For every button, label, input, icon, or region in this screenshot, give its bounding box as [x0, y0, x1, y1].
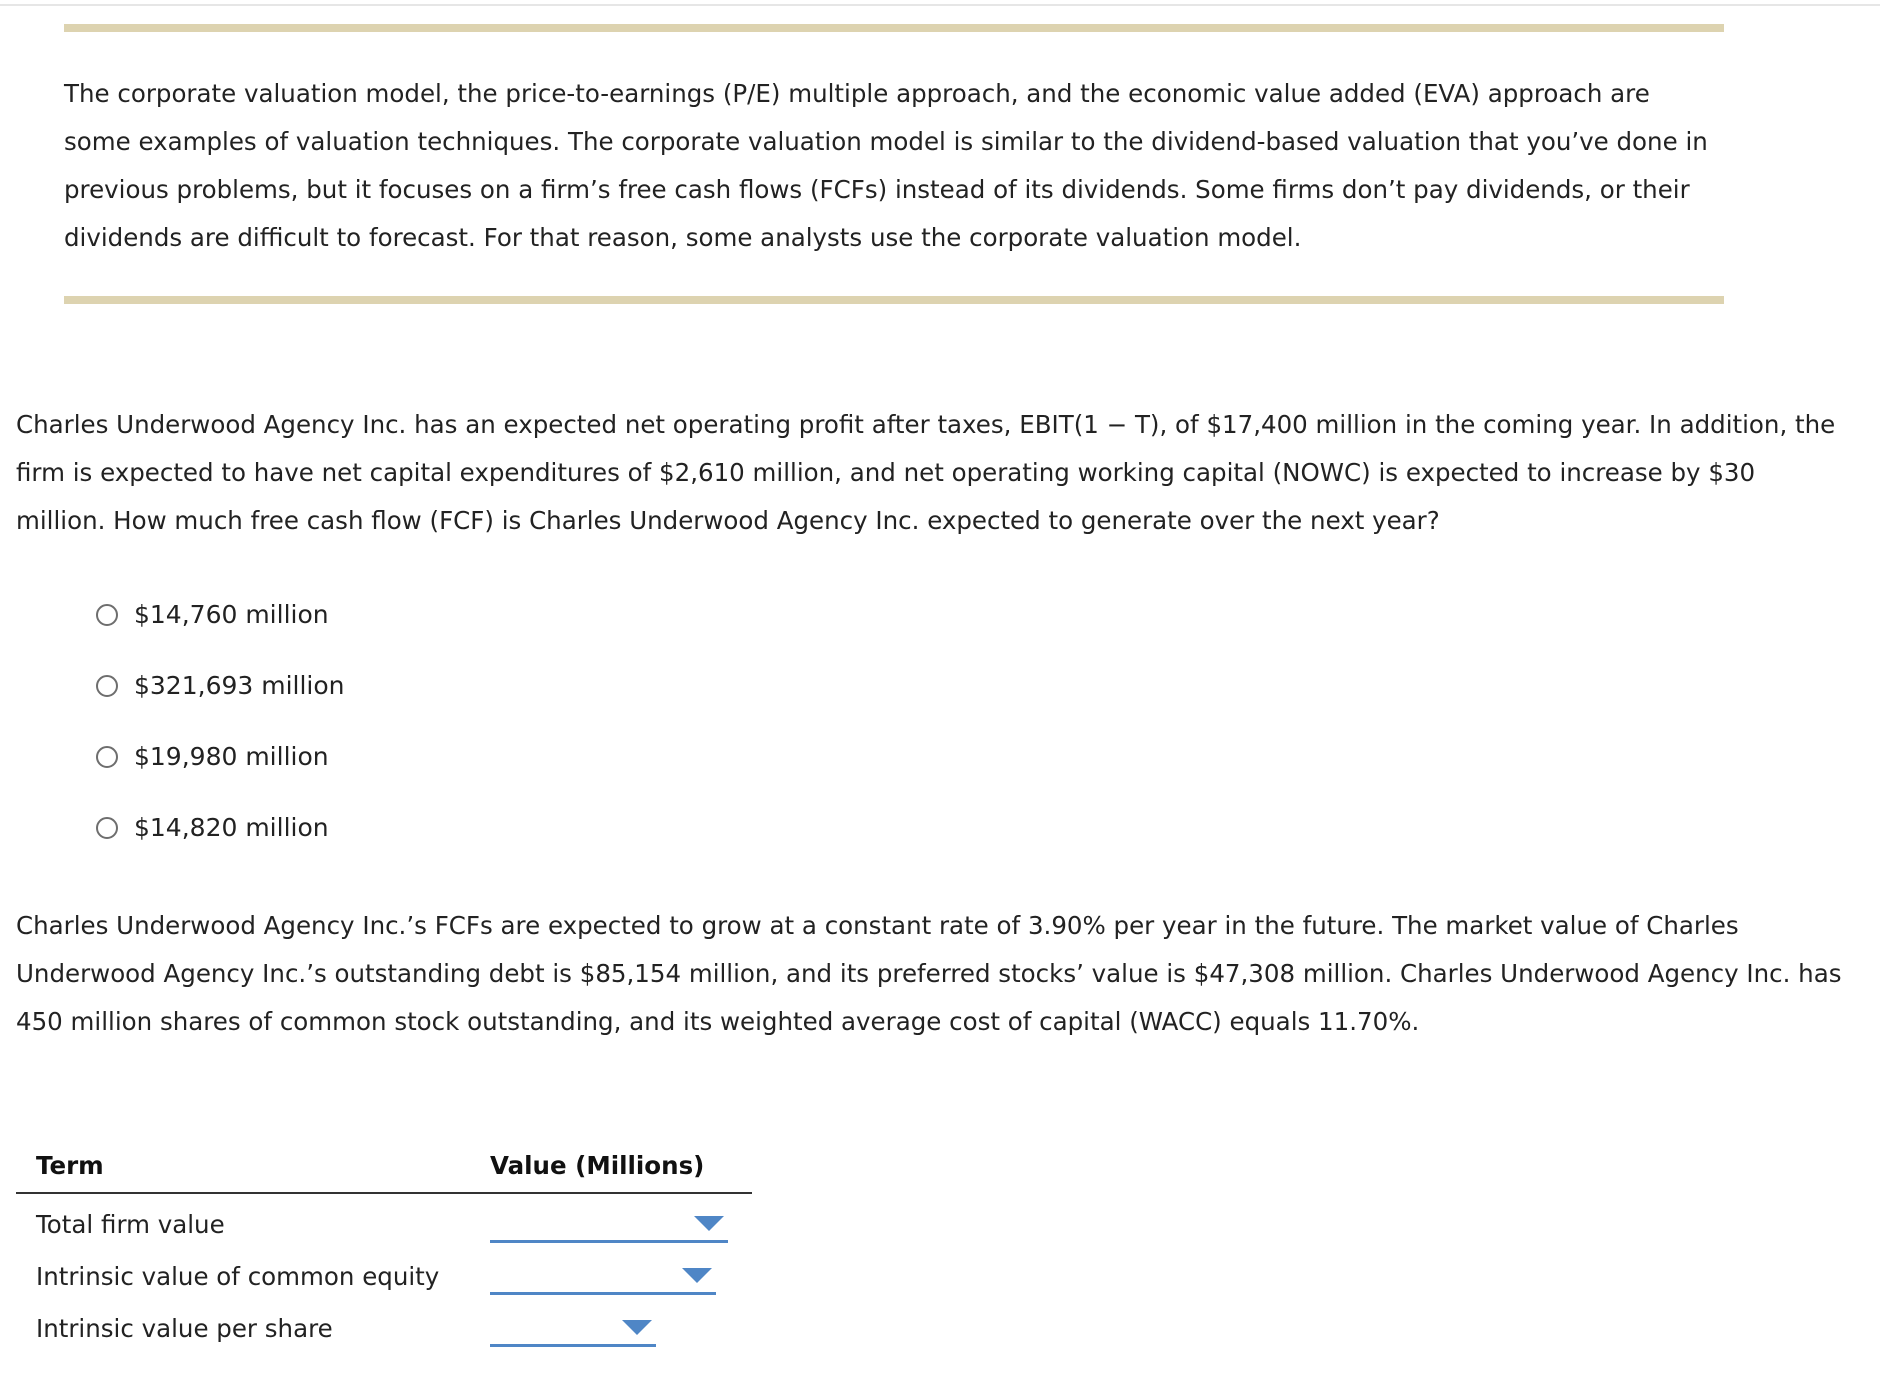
chevron-down-icon[interactable] [694, 1216, 724, 1231]
chevron-down-icon[interactable] [622, 1320, 652, 1335]
answer-option-1[interactable] [96, 579, 345, 650]
term-cell: Intrinsic value per share [36, 1313, 333, 1343]
value-cell [470, 1302, 752, 1354]
chevron-down-icon[interactable] [682, 1268, 712, 1283]
radio-button[interactable] [96, 746, 118, 768]
answer-option-label: $14,820 million [134, 813, 329, 842]
value-column-header: Value (Millions) [470, 1138, 752, 1193]
answer-option-3[interactable] [96, 721, 345, 792]
term-cell: Total firm value [36, 1209, 225, 1239]
term-cell: Intrinsic value of common equity [36, 1261, 440, 1291]
fcf-answer-options [96, 579, 345, 863]
value-per-share-dropdown[interactable] [490, 1310, 656, 1347]
radio-button[interactable] [96, 675, 118, 697]
table-row [16, 1250, 752, 1302]
valuation-table [16, 1138, 752, 1354]
intro-paragraph: The corporate valuation model, the price-to-earnings (P/E) multiple approach, and the economic value added (EVA) approach are some examples of valuation techniques. The corporate valuation model is similar to the dividend-based valuation that you’ve done in previous problems, but it focuses on a firm’s free cash flows (FCFs) instead of its dividends. Some firms don’t pay dividends, or their dividends are difficult to forecast. For that reason, some analysts use the corporate valuation model. [64, 79, 1708, 252]
radio-button[interactable] [96, 604, 118, 626]
table-row [16, 1193, 752, 1250]
term-column-header: Term [16, 1138, 470, 1193]
value-cell [470, 1193, 752, 1250]
answer-option-4[interactable] [96, 792, 345, 863]
answer-option-label: $14,760 million [134, 600, 329, 629]
intro-top-rule [64, 24, 1724, 32]
value-cell [470, 1250, 752, 1302]
table-header-row [16, 1138, 752, 1193]
total-firm-value-dropdown[interactable] [490, 1206, 728, 1243]
answer-option-label: $321,693 million [134, 671, 345, 700]
answer-option-2[interactable] [96, 650, 345, 721]
intro-bottom-rule [64, 296, 1724, 304]
question-valuation-text: Charles Underwood Agency Inc.’s FCFs are expected to grow at a constant rate of 3.90% per year in the future. The market value of Charles Underwood Agency Inc.’s outstanding debt is $85,154 million, and its preferred stocks’ value is $47,308 million. Charles Underwood Agency Inc. has 450 million shares of common stock outstanding, and its weighted average cost of capital (WACC) equals 11.70%. [16, 911, 1842, 1036]
question-fcf-text: Charles Underwood Agency Inc. has an expected net operating profit after taxes, EBIT(1 − T), of $17,400 million in the coming year. In addition, the firm is expected to have net capital expenditures of $2,610 million, and net operating working capital (NOWC) is expected to increase by $30 million. How much free cash flow (FCF) is Charles Underwood Agency Inc. expected to generate over the next year? [16, 410, 1836, 535]
answer-option-label: $19,980 million [134, 742, 329, 771]
radio-button[interactable] [96, 817, 118, 839]
table-row [16, 1302, 752, 1354]
top-divider [0, 4, 1880, 6]
common-equity-value-dropdown[interactable] [490, 1258, 716, 1295]
